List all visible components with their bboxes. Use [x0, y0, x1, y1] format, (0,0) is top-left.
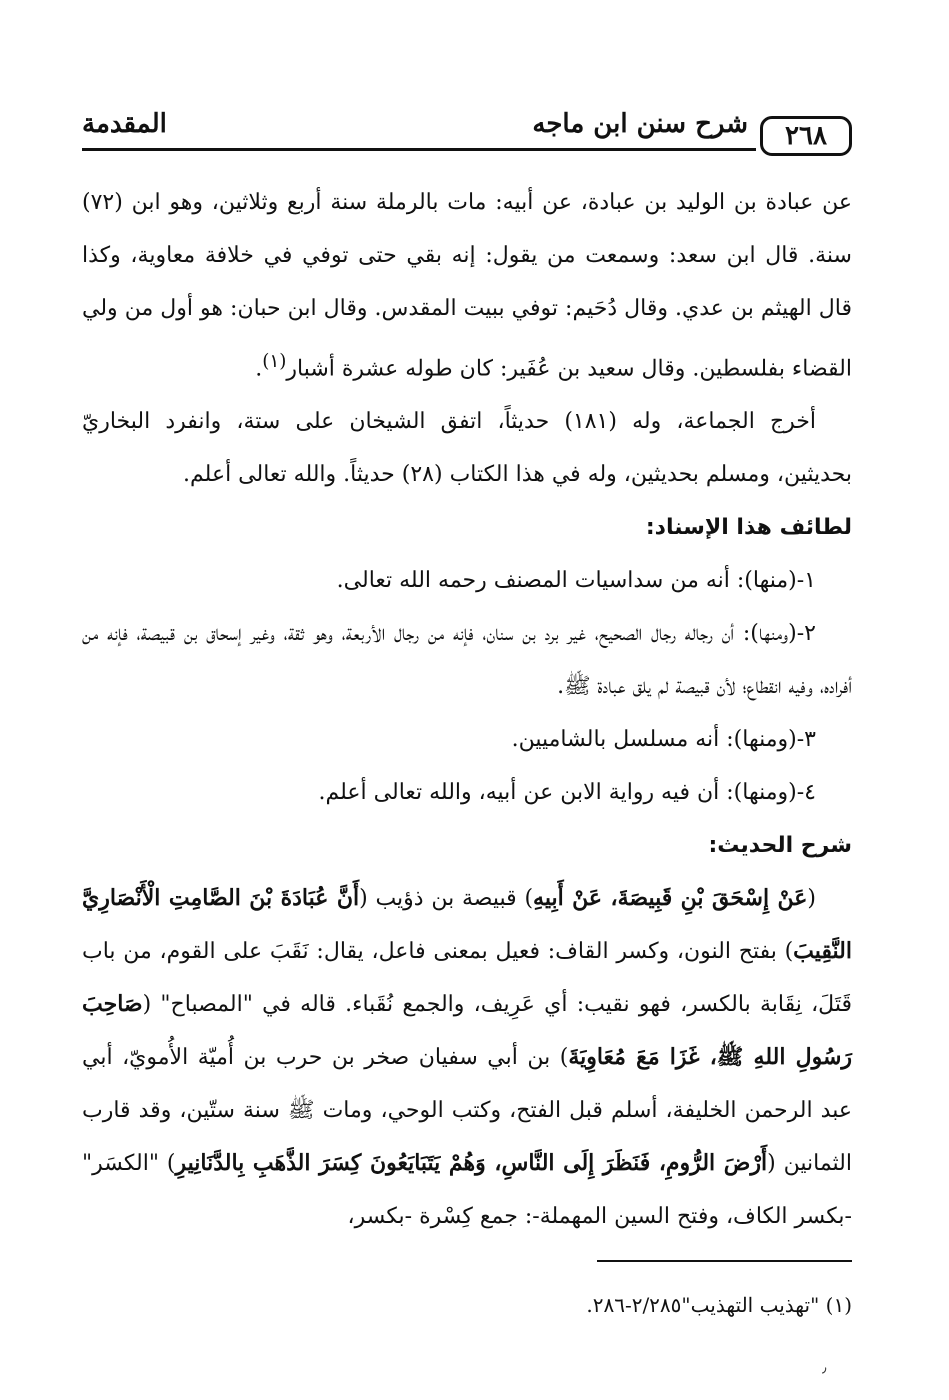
corner-mark: ٫ — [822, 1360, 827, 1376]
list-item-3: ٣-(ومنها): أنه مسلسل بالشاميين. — [511, 727, 816, 753]
paragraph-1-end: . — [255, 356, 263, 382]
book-title: شرح سنن ابن ماجه — [532, 109, 748, 139]
paragraph-2: أخرج الجماعة، وله (١٨١) حديثاً، اتفق الشيخان على ستة، وانفرد البخاريّ بحديثين، ومسلم بحديثين، وله في هذا الكتاب (٢٨) حديثاً. والله تعالى أعلم. — [82, 409, 852, 488]
list-item-4: ٤-(ومنها): أن فيه رواية الابن عن أبيه، والله تعالى أعلم. — [318, 780, 816, 806]
paragraph-3 — [82, 872, 852, 1243]
hadith-text-2: أَنَّ عُبَادَةَ بْنَ الصَّامِتِ الْأَنْصَارِيَّ النَّقِيبَ — [82, 885, 852, 965]
hadith-text-4: أَرْضَ الرُّومِ، فَنَظَرَ إِلَى النَّاسِ، وَهُمْ يَتَبَايَعُونَ كِسَرَ الذَّهَبِ بِالدَّنَانِيرِ — [175, 1150, 768, 1177]
header-rule — [82, 148, 756, 151]
footnote: (١) "تهذيب التهذيب"٢/٢٨٥-٢٨٦. — [586, 1293, 852, 1317]
page-number: ٢٦٨ — [760, 116, 852, 156]
paragraph-1-text: عن عبادة بن الوليد بن عبادة، عن أبيه: مات بالرملة سنة أربع وثلاثين، وهو ابن (٧٢) سنة. قال ابن سعد: وسمعت من يقول: إنه بقي حتى توفي في خلافة معاوية، وكذا قال الهيثم بن عدي. وقال دُحَيم: توفي ببيت المقدس. وقال ابن حبان: هو أول من ولي القضاء بفلسطين. وقال سعيد بن عُفَير: كان طوله عشرة أشبار — [82, 190, 852, 382]
list-item-2: ٢-(ومنها): أن رجاله رجال الصحيح، غير برد بن سنان، فإنه من رجال الأربعة، وهو ثقة، وغير إسحاق بن قبيصة، فإنه من أفراده، وفيه انقطاع؛ لأن قبيصة لم يلق عبادة ﷺ. — [82, 621, 852, 700]
p3-part-i: ) "الكسَر" -بكسر الكاف، وفتح السين المهملة-: جمع كِسْرة -بكسر، — [82, 1151, 852, 1230]
p3-part-c: ) قبيصة بن ذؤيب ( — [359, 886, 534, 912]
footnote-rule — [597, 1260, 852, 1262]
hadith-text-1: عَنْ إِسْحَقَ بْنِ قَبِيصَةَ، عَنْ أَبِيهِ — [533, 885, 808, 912]
heading-isnad: لطائف هذا الإسناد: — [645, 515, 852, 541]
list-item-1: ١-(منها): أنه من سداسيات المصنف رحمه الله تعالى. — [336, 568, 816, 594]
section-title: المقدمة — [82, 109, 167, 139]
p3-part-a: ( — [807, 886, 816, 912]
paragraph-1 — [82, 176, 852, 395]
footnote-ref[interactable]: (١) — [262, 351, 287, 372]
p3-part-g: ) بن أبي سفيان صخر بن حرب بن أُميّة الأُمويّ، أبي عبد الرحمن الخليفة، أسلم قبل الفتح، وكتب الوحي، ومات ﷺ سنة ستّين، وقد قارب الثمانين ( — [82, 1045, 852, 1177]
hadith-text-3: صَاحِبَ رَسُولِ اللهِ ﷺ، غَزَا مَعَ مُعَاوِيَةَ — [82, 991, 852, 1071]
heading-sharh: شرح الحديث: — [708, 833, 852, 859]
page-header — [82, 104, 852, 160]
body-text — [82, 176, 852, 1243]
p3-part-e: ) بفتح النون، وكسر القاف: فعيل بمعنى فاعل، يقال: نَقَبَ على القوم، من باب قَتَلَ، نِقَابة بالكسر، فهو نقيب: أي عَرِيف، والجمع نُقَباء. قاله في "المصباح" ( — [82, 939, 852, 1018]
